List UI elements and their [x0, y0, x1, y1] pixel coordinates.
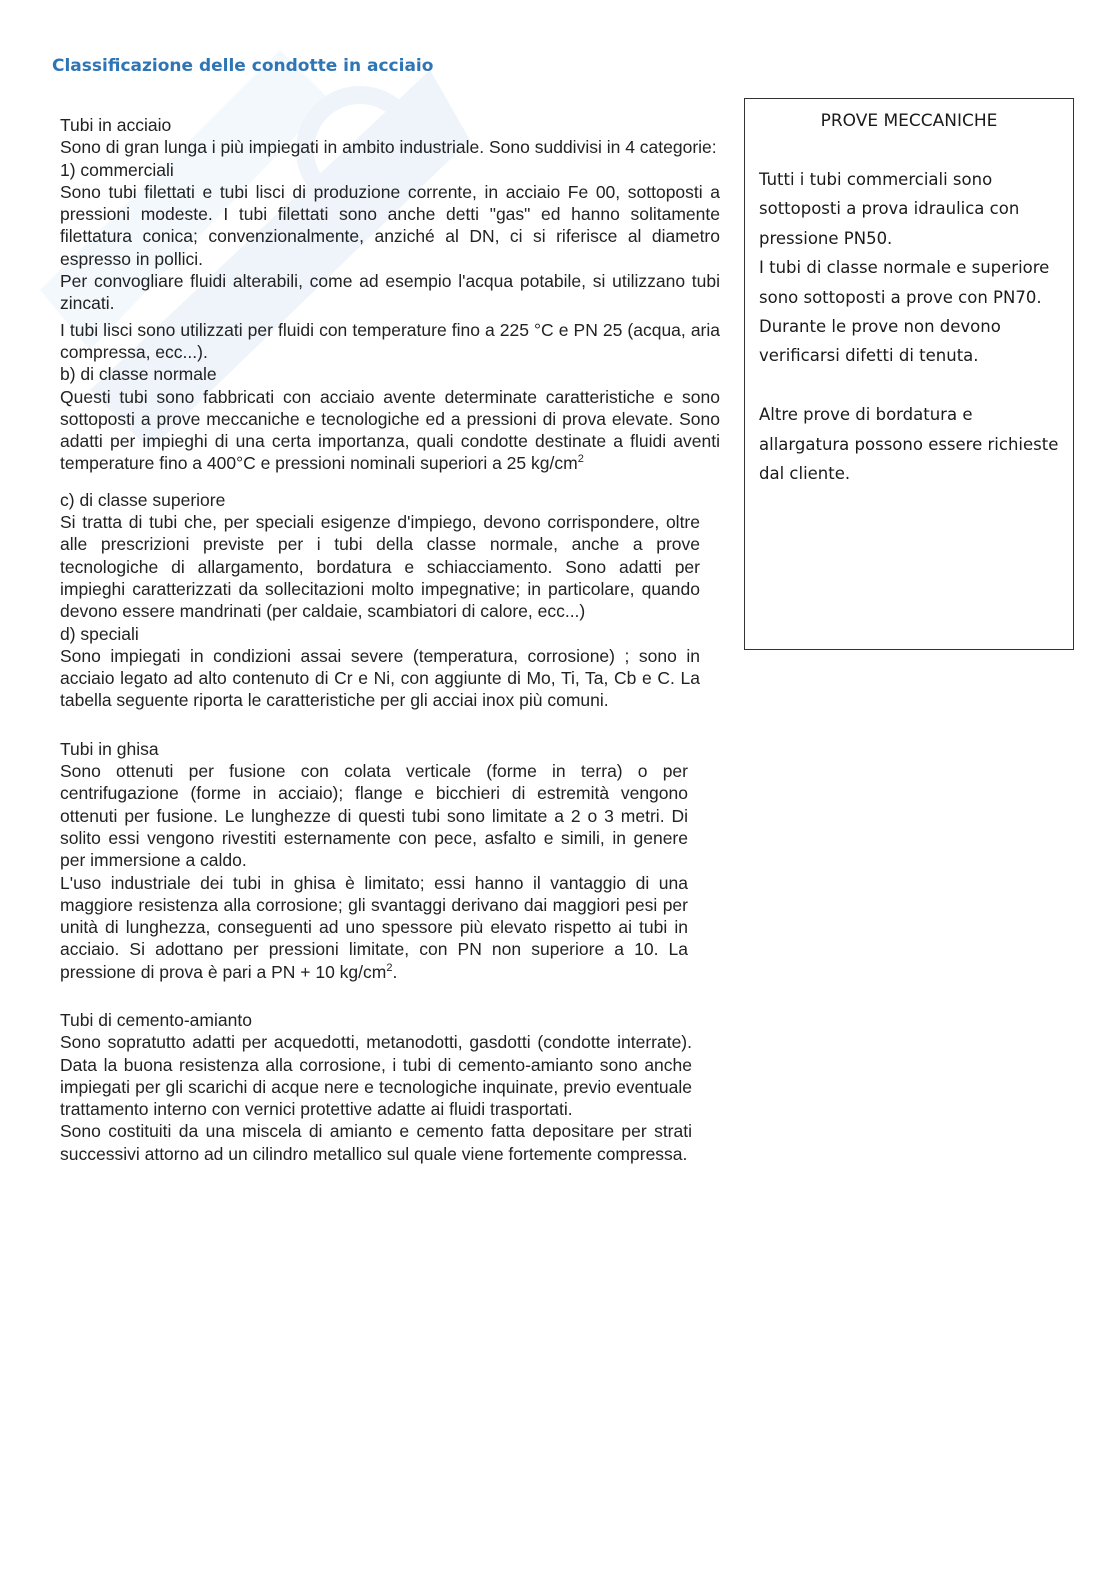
cemento-paragraph-1: Sono sopratutto adatti per acquedotti, metanodotti, gasdotti (condotte interrate). Data la buona resistenza alla corrosione, i tubi di cemento-amianto sono anche impiegati per gli scarichi di acque nere e tecnologiche inquinate, previo eventuale trattamento interno con vernici protettive adatte ai fluidi trasportati. [60, 1032, 692, 1120]
heading-classe-superiore: c) di classe superiore [60, 489, 226, 510]
ghisa-paragraph-1: Sono ottenuti per fusione con colata verticale (forme in terra) o per centrifugazione (forme in acciaio); flange e bicchieri di estremità vengono ottenuti per fusione. Le lunghezze di questi tubi sono limitate a 2 o 3 metri. Di solito essi vengono rivestiti esternamente con pece, asfalto e simili, in genere per immersione a caldo. [60, 761, 688, 871]
ghisa-paragraph-2 [60, 872, 688, 983]
normale-superscript: 2 [577, 453, 584, 466]
sidebar-paragraph-3: Durante le prove non devono verificarsi difetti di tenuta. [759, 317, 1001, 366]
heading-commerciali: 1) commerciali [60, 159, 174, 180]
commerciali-paragraph-3: I tubi lisci sono utilizzati per fluidi con temperature fino a 225 °C e PN 25 (acqua, aria compressa, ecc...). [60, 319, 720, 362]
section-heading-acciaio: Tubi in acciaio [60, 115, 172, 135]
commerciali-paragraph-1: Sono tubi filettati e tubi lisci di produzione corrente, in acciaio Fe 00, sottoposti a pressioni modeste. I tubi filettati sono anche detti "gas" ed hanno solitamente filettatura conica; convenzionalmente, anziché al DN, ci si riferisce al diametro espresso in pollici. [60, 181, 720, 269]
ghisa-paragraph-2-end: . [392, 961, 398, 982]
sidebar-paragraph-4: Altre prove di bordatura e allargatura possono essere richieste dal cliente. [759, 405, 1059, 484]
sidebar-paragraph-2: I tubi di classe normale e superiore sono sottoposti a prove con PN70. [759, 258, 1050, 307]
normale-paragraph-text: Questi tubi sono fabbricati con acciaio avente determinate caratteristiche e sono sottoposti a prove meccaniche e tecnologiche ed a pressioni di prova elevate. Sono adatti per impieghi di una certa importanza, quali condotte destinate a fluidi aventi temperature fino a 400°C e pressioni nominali superiori a 25 kg/cm [60, 386, 720, 474]
acciaio-intro: Sono di gran lunga i più impiegati in ambito industriale. Sono suddivisi in 4 categorie: [60, 137, 717, 158]
heading-speciali: d) speciali [60, 623, 139, 644]
prove-meccaniche-box [744, 98, 1074, 650]
ghisa-paragraph-2-text: L'uso industriale dei tubi in ghisa è limitato; essi hanno il vantaggio di una maggiore resistenza alla corrosione; gli svantaggi derivano dai maggiori pesi per unità di lunghezza, conseguenti ad uno spessore più elevato rispetto ai tubi in acciaio. Si adottano per pressioni limitate, con PN non superiore a 10. La pressione di prova è pari a PN + 10 kg/cm [60, 872, 688, 982]
page-title: Classificazione delle condotte in acciaio [52, 56, 434, 76]
heading-classe-normale: b) di classe normale [60, 364, 217, 385]
section-heading-ghisa: Tubi in ghisa [60, 738, 159, 759]
normale-paragraph [60, 386, 720, 475]
superiore-paragraph: Si tratta di tubi che, per speciali esigenze d'impiego, devono corrispondere, oltre alle prescrizioni previste per i tubi della classe normale, anche a prove tecnologiche di allargamento, bordatura e schiacciamento. Sono adatti per impieghi caratterizzati da sollecitazioni molto impegnative; in particolare, quando devono essere mandrinati (per caldaie, scambiatori di calore, ecc...) [60, 512, 700, 622]
sidebar-spacer [759, 371, 1059, 400]
cemento-paragraph-2: Sono costituiti da una miscela di amianto e cemento fatta depositare per strati successivi attorno ad un cilindro metallico sul quale viene fortemente compressa. [60, 1121, 692, 1164]
sidebar-body [745, 133, 1073, 488]
sidebar-title: PROVE MECCANICHE [820, 111, 998, 131]
scanned-text-column [60, 114, 720, 1165]
speciali-paragraph: Sono impiegati in condizioni assai severe (temperatura, corrosione) ; sono in acciaio legato ad alto contenuto di Cr e Ni, con aggiunte di Mo, Ti, Ta, Cb e C. La tabella seguente riporta le caratteristiche per gli acciai inox più comuni. [60, 645, 700, 711]
sidebar-paragraph-1: Tutti i tubi commerciali sono sottoposti a prova idraulica con pressione PN50. [759, 170, 1020, 248]
section-heading-cemento-amianto: Tubi di cemento-amianto [60, 1009, 252, 1030]
ghisa-superscript: 2 [386, 961, 393, 974]
commerciali-paragraph-2: Per convogliare fluidi alterabili, come ad esempio l'acqua potabile, si utilizzano tubi zincati. [60, 271, 720, 314]
